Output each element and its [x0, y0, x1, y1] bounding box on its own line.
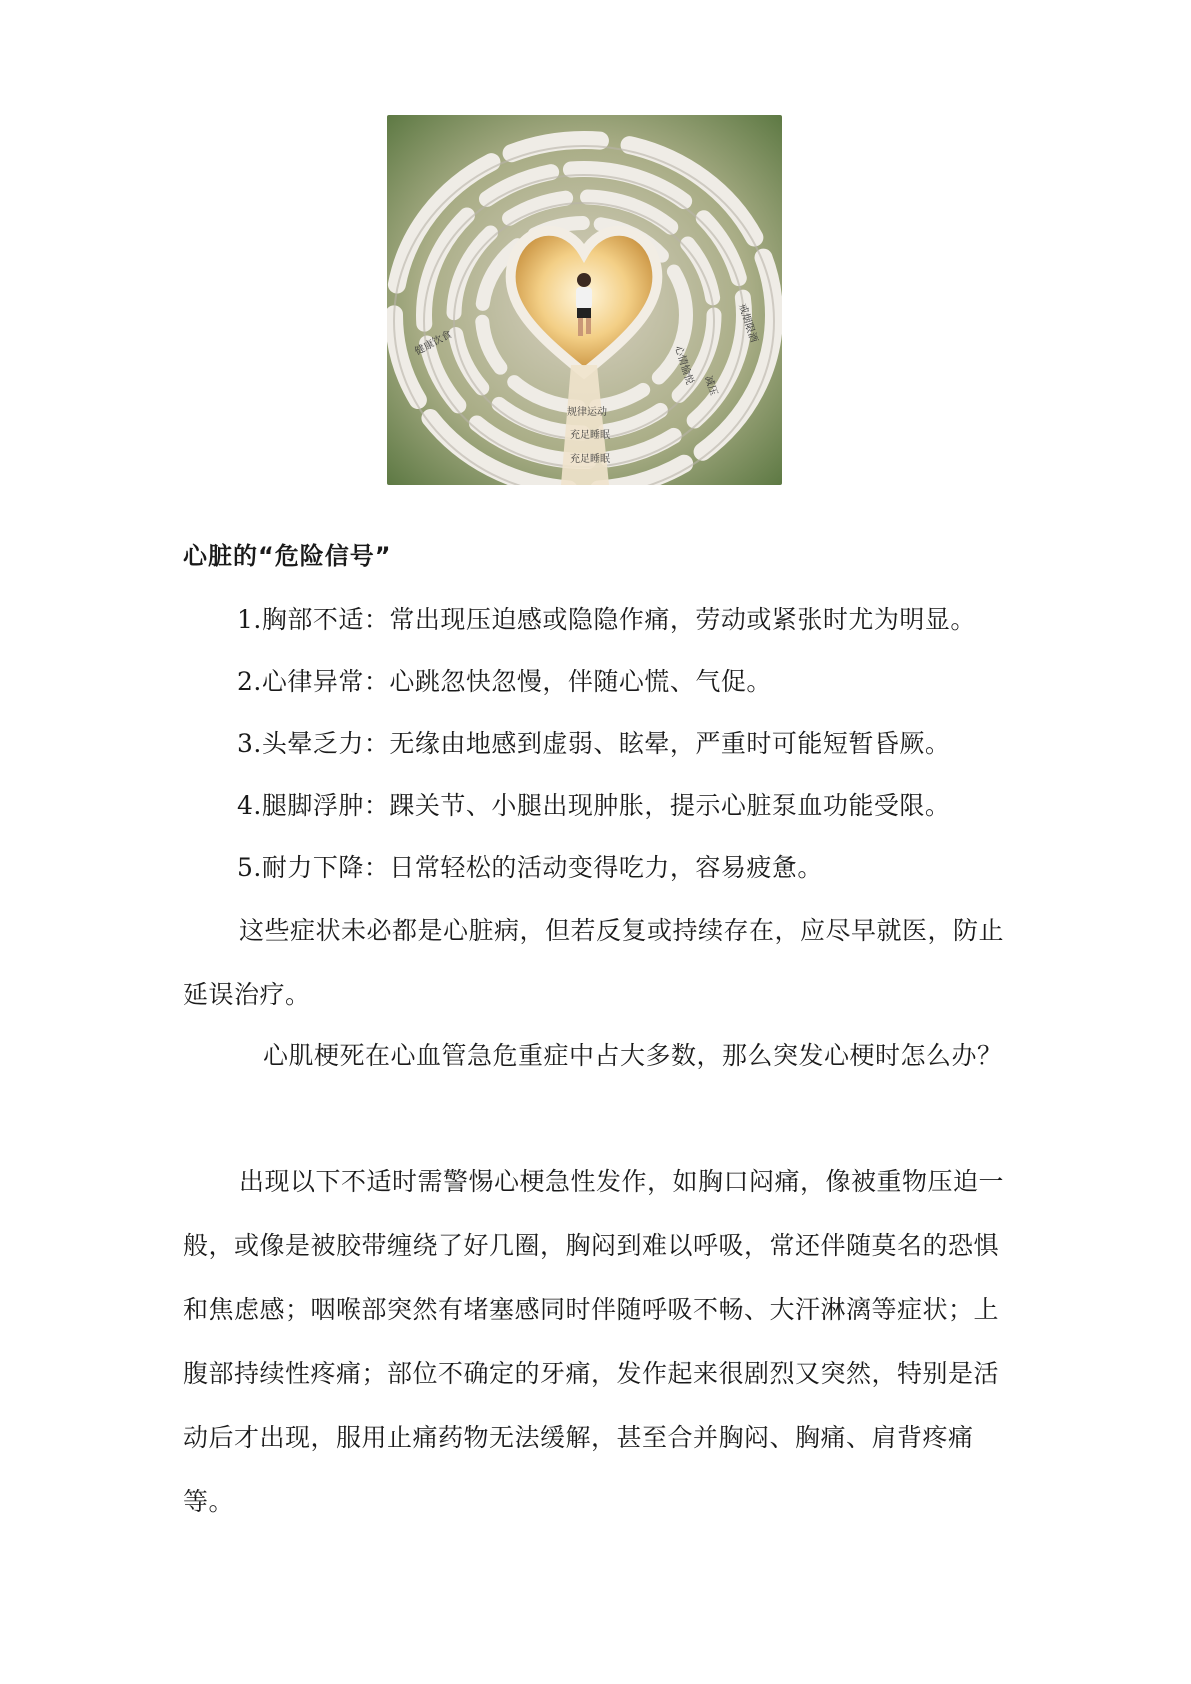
section-heading: 心脏的“危险信号” — [183, 542, 392, 570]
question-paragraph: 心肌梗死在心血管急危重症中占大多数，那么突发心梗时怎么办？ — [263, 1041, 1003, 1070]
answer-paragraph: 出现以下不适时需警惕心梗急性发作，如胸口闷痛，像被重物压迫一般，或像是被胶带缠绕了好几圈，胸闷到难以呼吸，常还伴随莫名的恐惧和焦虑感；咽喉部突然有堵塞感同时伴随呼吸不畅、大汗淋漓等症状；上腹部持续性疼痛；部位不确定的牙痛，发作起来很剧烈又突然，特别是活动后才出现，服用止痛药物无法缓解，甚至合并胸闷、胸痛、肩背疼痛等。 — [183, 1167, 1005, 1516]
symptom-item-2: 2.心律异常：心跳忽快忽慢，伴随心慌、气促。 — [237, 667, 772, 696]
maze-label-right-low: 减压 — [702, 374, 719, 397]
maze-label-center-1: 规律运动 — [567, 407, 607, 418]
note-paragraph: 这些症状未必都是心脏病，但若反复或持续存在，应尽早就医，防止延误治疗。 — [183, 916, 1005, 1009]
heart-maze-illustration — [387, 115, 782, 485]
maze-label-right-top: 戒烟限酒 — [736, 302, 759, 344]
symptom-item-4: 4.腿脚浮肿：踝关节、小腿出现肿胀，提示心脏泵血功能受限。 — [237, 791, 951, 820]
maze-label-right-mid: 心情愉悦 — [672, 344, 695, 386]
symptom-item-1: 1.胸部不适：常出现压迫感或隐隐作痛，劳动或紧张时尤为明显。 — [237, 605, 976, 634]
symptom-item-3: 3.头晕乏力：无缘由地感到虚弱、眩晕，严重时可能短暂昏厥。 — [237, 729, 951, 758]
symptom-item-5: 5.耐力下降：日常轻松的活动变得吃力，容易疲惫。 — [237, 853, 823, 882]
maze-image — [387, 115, 782, 485]
maze-label-center-2: 充足睡眠 — [570, 430, 610, 441]
maze-label-left: 健康饮食 — [413, 329, 454, 358]
maze-label-center-3: 充足睡眠 — [570, 454, 610, 465]
